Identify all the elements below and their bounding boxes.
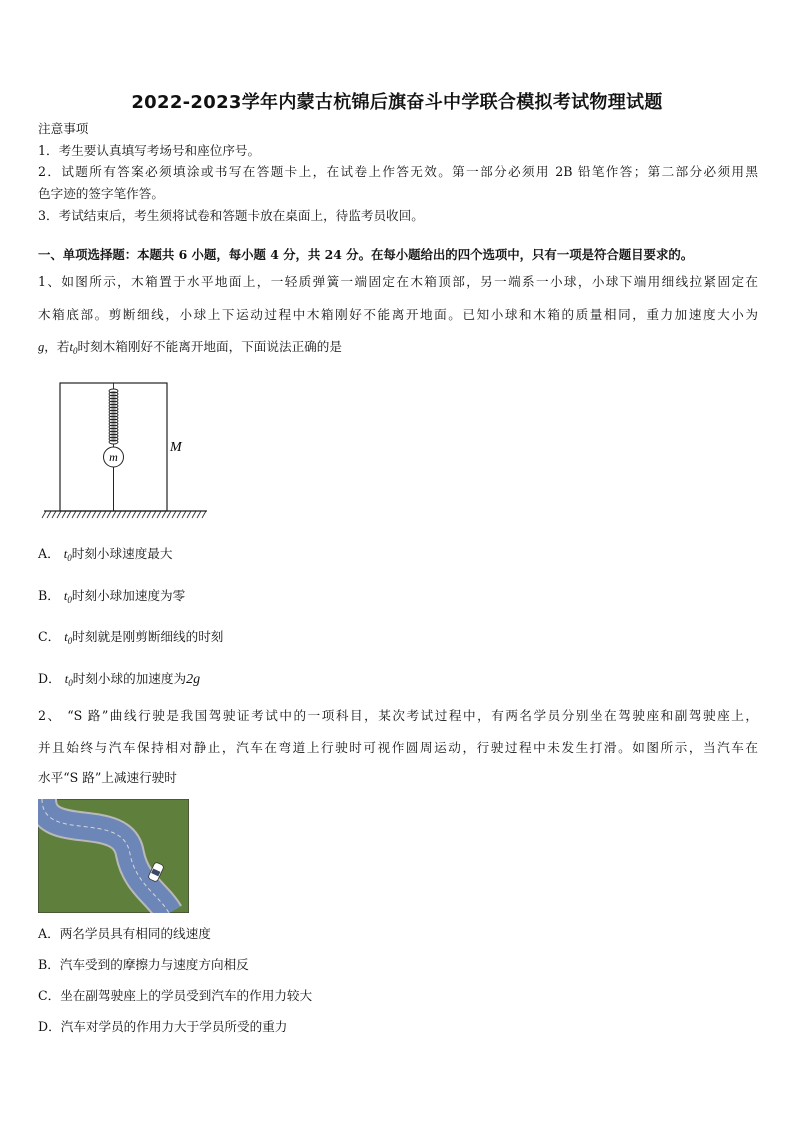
ground-hatch	[42, 511, 206, 518]
q2-line-3: 水平“S 路”上减速行驶时	[38, 770, 177, 785]
q1-option-a: A． $t_0$时刻小球速度最大	[38, 546, 173, 563]
q1-line-2: 木箱底部。剪断细线，小球上下运动过程中木箱刚好不能离开地面。已知小球和木箱的质量相同，重力加速度大小为	[38, 307, 758, 322]
page-title: 2022-2023学年内蒙古杭锦后旗奋斗中学联合模拟考试物理试题	[131, 92, 663, 113]
spring-box-figure	[40, 376, 220, 526]
q1-option-b: B． $t_0$时刻小球加速度为零	[38, 588, 186, 605]
q2-option-c: C．坐在副驾驶座上的学员受到汽车的作用力较大	[38, 988, 313, 1003]
notice-heading: 注意事项	[38, 121, 89, 136]
t0-symbol: $t_0$	[69, 340, 78, 356]
notice-item-1: 1．考生要认真填写考场号和座位序号。	[38, 143, 261, 158]
q2-option-b: B．汽车受到的摩擦力与速度方向相反	[38, 957, 249, 972]
s-road-figure	[38, 799, 189, 913]
q1-option-d: D． $t_0$时刻小球的加速度为2g	[38, 671, 201, 688]
section-heading: 一、单项选择题：本题共 6 小题，每小题 4 分，共 24 分。在每小题给出的四个选项中，只有一项是符合题目要求的。	[38, 247, 694, 262]
gravity-symbol: g	[38, 340, 45, 354]
q2-option-a: A．两名学员具有相同的线速度	[38, 926, 211, 941]
q1-line-3-text-b: 时刻木箱刚好不能离开地面，下面说法正确的是	[77, 339, 342, 354]
q1-option-c: C． $t_0$时刻就是刚剪断细线的时刻	[38, 629, 224, 646]
q1-line-3-text-a: ，若	[44, 339, 70, 354]
q1-line-1: 1、如图所示，木箱置于水平地面上，一轻质弹簧一端固定在木箱顶部，另一端系一小球，小球下端用细线拉紧固定在	[38, 274, 758, 289]
notice-item-2-cont: 色字迹的签字笔作答。	[38, 186, 164, 201]
spring-coil	[109, 383, 118, 447]
notice-item-2: 2．试题所有答案必须填涂或书写在答题卡上，在试卷上作答无效。第一部分必须用 2B 铅笔作答；第二部分必须用黑	[38, 164, 758, 179]
ball-label: m	[109, 450, 118, 464]
q1-line-3	[38, 339, 342, 359]
q2-line-2: 并且始终与汽车保持相对静止，汽车在弯道上行驶时可视作圆周运动，行驶过程中未发生打滑。如图所示，当汽车在	[38, 740, 758, 755]
notice-item-3: 3．考试结束后，考生须将试卷和答题卡放在桌面上，待监考员收回。	[38, 208, 424, 223]
box-label: M	[170, 440, 182, 455]
q2-line-1: 2、 “S 路”曲线行驶是我国驾驶证考试中的一项科目，某次考试过程中，有两名学员分别坐在驾驶座和副驾驶座上，	[38, 708, 758, 723]
q2-option-d: D．汽车对学员的作用力大于学员所受的重力	[38, 1019, 288, 1034]
